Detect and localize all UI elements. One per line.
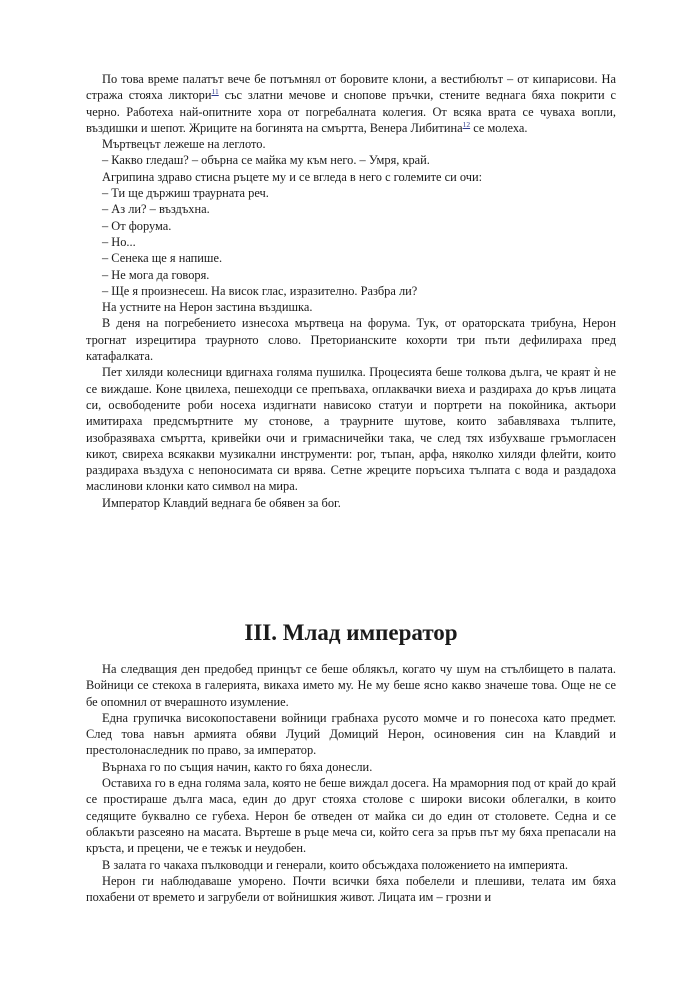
paragraph-text: със златни мечове и снопове пръчки, стените веднага бяха покрити с черно. Работеха най-опитните хора от погребалната колегия. От всяка врата се чуваха вопли, въздишки и шепот. Жриците на богинята на смъртта, Венера Либитина [86, 88, 616, 135]
paragraph: Оставиха го в една голяма зала, която не беше виждал досега. На мраморния под от край до край се простираше дълга маса, един до друг стояха столове с широки високи облегалки, в които седящите буквално се губеха. Нерон бе отведен от майка си до един от столовете. Седна и се облакъти разсеяно на масата. Въртеше в ръце меча си, който сега за пръв път му бяха препасали на кръста, и прецени, че е тежък и неудобен. [86, 776, 616, 856]
paragraph: Мъртвецът лежеше на леглото. [102, 137, 266, 152]
paragraph: – Сенека ще я напише. [102, 251, 223, 266]
paragraph: В залата го чакаха пълководци и генерали, които обсъждаха положението на империята. [102, 857, 568, 872]
paragraph [86, 71, 616, 136]
chapter-title: III. Млад император [244, 620, 458, 645]
paragraph: Пет хиляди колесници вдигнаха голяма пушилка. Процесията беше толкова дълга, че краят ѝ не се виждаше. Коне цвилеха, пешеходци се препъваха, оплаквачки виеха и раздираха до кръв лицата си, освободените роби носеха издигнати нависоко статуи и портрети на покойника, актьори имитираха предсмъртните му стонове, а траурните шутове, които забавляваха тълпите, изобразяваха смъртта, кривейки очи и гримасничейки така, че след тях избухваше гръмогласен кикот, свиреха всякакви музикални инструменти: рог, тъпан, арфа, няколко хиляди флейти, които раздираха въздуха с непоносимата си врява. Сетне жреците поръсиха тълпата с вода и раздадоха маслинови клонки като символ на мира. [86, 365, 616, 494]
paragraph: – Но... [102, 234, 136, 249]
paragraph-text: По това време палатът вече бе потъмнял от боровите клони, а вестибюлът – от кипарисови. На стража стояха ликтори [86, 72, 616, 103]
paragraph: Върнаха го по същия начин, както го бяха донесли. [102, 759, 373, 774]
chapter-text [86, 661, 616, 905]
paragraph: Една групичка високопоставени войници грабнаха русото момче и го понесоха като предмет. След това навън армията обяви Луций Домиций Нерон, осиновения син на Клавдий и престолонаследник по право, за император. [86, 710, 616, 758]
paragraph: – Ще я произнесеш. На висок глас, изразително. Разбра ли? [102, 283, 418, 298]
paragraph: Агрипина здраво стисна ръцете му и се вгледа в него с големите си очи: [102, 169, 483, 184]
section-text [86, 71, 616, 511]
paragraph: – От форума. [102, 218, 172, 233]
footnote-link[interactable]: 12 [462, 119, 471, 129]
paragraph: Нерон ги наблюдаваше уморено. Почти всички бяха побелели и плешиви, телата им бяха похабени от времето и загрубели от войнишкия живот. Лицата им – грозни и [86, 873, 616, 905]
paragraph: – Какво гледаш? – обърна се майка му към него. – Умря, край. [102, 153, 430, 168]
paragraph: На устните на Нерон застина въздишка. [102, 300, 313, 315]
paragraph: Император Клавдий веднага бе обявен за бог. [102, 495, 341, 510]
paragraph: – Не мога да говоря. [102, 267, 210, 282]
paragraph: – Аз ли? – въздъхна. [102, 202, 210, 217]
paragraph-text: се молеха. [470, 120, 528, 135]
paragraph: На следващия ден предобед принцът се беше облякъл, когато чу шум на стълбището в палата. Войници се стекоха в галерията, викаха името му. Не му беше ясно какво значеше това. Още не се бе опомнил от вчерашното изумление. [86, 662, 616, 709]
paragraph: В деня на погребението изнесоха мъртвеца на форума. Тук, от ораторската трибуна, Нерон трогнат изрецитира траурното слово. Преторианските кохорти три пъти дефилираха пред катафалката. [86, 316, 616, 364]
paragraph: – Ти ще държиш траурната реч. [102, 186, 269, 201]
footnote-link[interactable]: 11 [211, 87, 219, 97]
